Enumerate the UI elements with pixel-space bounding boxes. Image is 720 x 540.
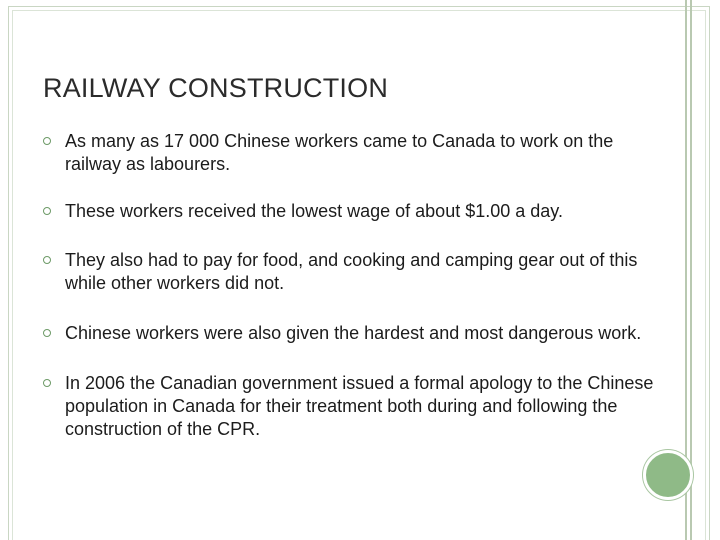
bullet-item	[43, 130, 658, 176]
bullet-circle-icon	[43, 137, 51, 145]
bullet-circle-icon	[43, 256, 51, 264]
bullet-item	[43, 372, 658, 441]
bullet-text: In 2006 the Canadian government issued a formal apology to the Chinese population in Canada for their treatment both during and following the construction of the CPR.	[65, 373, 654, 439]
bullet-item	[43, 322, 658, 345]
bullet-item	[43, 249, 658, 295]
bullet-item	[43, 200, 658, 223]
bullet-circle-icon	[43, 379, 51, 387]
bullet-circle-icon	[43, 329, 51, 337]
bullet-list	[43, 130, 658, 467]
decorative-circle-icon	[643, 450, 693, 500]
bullet-text: As many as 17 000 Chinese workers came to Canada to work on the railway as labourers.	[65, 131, 614, 174]
bullet-circle-icon	[43, 207, 51, 215]
decorative-stripe	[690, 0, 692, 540]
bullet-text: These workers received the lowest wage of about $1.00 a day.	[65, 201, 563, 221]
bullet-text: Chinese workers were also given the hardest and most dangerous work.	[65, 323, 642, 343]
slide-title: RAILWAY CONSTRUCTION	[43, 73, 389, 103]
bullet-text: They also had to pay for food, and cooking and camping gear out of this while other workers did not.	[65, 250, 638, 293]
